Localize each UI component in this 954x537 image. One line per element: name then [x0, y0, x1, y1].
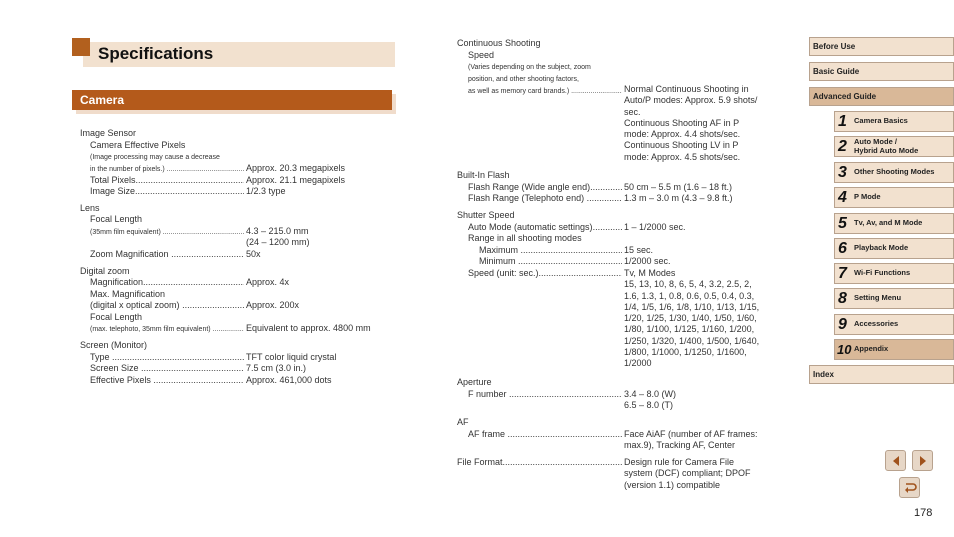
screen-type-value: TFT color liquid crystal [246, 352, 337, 362]
nav-tv-av-m-mode[interactable] [834, 213, 954, 234]
chapter-number: 1 [838, 113, 847, 130]
nav-playback-mode[interactable] [834, 238, 954, 259]
continuous-heading: Continuous Shooting [457, 38, 541, 48]
digital-focal-label: Focal Length [90, 312, 143, 322]
fnumber-label: F number ..... [468, 389, 622, 400]
aperture-heading: Aperture [457, 377, 492, 387]
lens-heading: Lens [80, 203, 100, 213]
title-marker [72, 38, 90, 56]
nav-auto-mode[interactable] [834, 136, 954, 157]
chapter-number: 3 [838, 164, 847, 181]
shutter-max-value: 15 sec. [624, 245, 654, 255]
chapter-label: Camera Basics [854, 116, 908, 126]
zoom-label: Zoom Magnification ..... [90, 249, 244, 260]
effective-pixels-value: Approx. 20.3 megapixels [246, 163, 346, 173]
magnification-value: Approx. 4x [246, 277, 290, 287]
effective-pixels-label: Camera Effective Pixels [90, 140, 186, 150]
screen-type-label: Type ..... [90, 352, 244, 363]
chapter-label: Other Shooting Modes [854, 167, 935, 177]
flash-wide-label: Flash Range (Wide angle end) ..... [468, 182, 622, 193]
image-size-label: Image Size ..... [90, 186, 244, 197]
nav-other-shooting-modes[interactable] [834, 162, 954, 183]
shutter-min-label: Minimum ..... [479, 256, 622, 267]
chapter-number: 6 [838, 240, 847, 257]
shutter-heading: Shutter Speed [457, 210, 515, 220]
continuous-speed-value: Normal Continuous Shooting in Auto/P modes: Approx. 5.9 shots/ sec. Continuous Shooting AF in P mode: Approx. 4.4 shots/sec. Continuous Shooting LV in P mode: Approx. 4.5 shots/sec. [624, 84, 758, 162]
image-size-value: 1/2.3 type [246, 186, 286, 196]
max-mag-label2: (digital x optical zoom) ..... [90, 300, 244, 311]
screen-size-value: 7.5 cm (3.0 in.) [246, 363, 307, 373]
chapter-number: 10 [837, 342, 852, 357]
magnification-label: Magnification ..... [90, 277, 244, 288]
file-format-label: File Format ..... [457, 457, 622, 468]
shutter-min-value: 1/2000 sec. [624, 256, 671, 266]
shutter-speed-label: Speed (unit: sec.) ..... [468, 268, 622, 279]
chapter-label: Auto Mode / Hybrid Auto Mode [854, 137, 919, 155]
af-heading: AF [457, 417, 469, 427]
af-frame-label: AF frame ..... [468, 429, 622, 440]
nav-appendix[interactable] [834, 339, 954, 360]
chapter-label: Tv, Av, and M Mode [854, 218, 923, 228]
max-mag-value: Approx. 200x [246, 300, 300, 310]
digital-zoom-heading: Digital zoom [80, 266, 130, 276]
digital-focal-value: Equivalent to approx. 4800 mm [246, 323, 371, 333]
chapter-label: P Mode [854, 192, 881, 202]
zoom-value: 50x [246, 249, 261, 259]
file-format-value: Design rule for Camera File system (DCF) compliant; DPOF (version 1.1) compatible [624, 457, 751, 490]
focal-equiv-label: (35mm film equivalent) ..... [90, 227, 244, 238]
left-arrow-icon [890, 455, 902, 467]
chapter-number: 9 [838, 316, 847, 333]
shutter-auto-label: Auto Mode (automatic settings) ..... [468, 222, 622, 233]
page-number: 178 [914, 507, 933, 519]
flash-tele-value: 1.3 m – 3.0 m (4.3 – 9.8 ft.) [624, 193, 733, 203]
chapter-label: Playback Mode [854, 243, 909, 253]
next-page-button[interactable] [912, 450, 933, 471]
flash-heading: Built-In Flash [457, 170, 510, 180]
return-button[interactable] [899, 477, 920, 498]
shutter-range-label: Range in all shooting modes [468, 233, 582, 243]
nav-advanced-guide[interactable]: Advanced Guide [809, 87, 954, 106]
fnumber-value: 3.4 – 8.0 (W) 6.5 – 8.0 (T) [624, 389, 677, 411]
nav-before-use[interactable]: Before Use [809, 37, 954, 56]
shutter-speed-value: Tv, M Modes 15, 13, 10, 8, 6, 5, 4, 3.2, 2.5, 2, 1.6, 1.3, 1, 0.8, 0.6, 0.5, 0.4, 0.3, 1/4, 1/5, 1/6, 1/8, 1/10, 1/13, 1/15, 1/20, 1/25, 1/30, 1/40, 1/50, 1/60, 1/80, 1/100, 1/125, 1/160, 1/200, 1/250, 1/320, 1/400, 1/500, 1/640, 1/800, 1/1000, 1/1250, 1/1600, 1/2000 [624, 268, 760, 369]
effective-pixels-note2: in the number of pixels.) ..... [90, 164, 244, 175]
nav-setting-menu[interactable] [834, 288, 954, 309]
screen-size-label: Screen Size ..... [90, 363, 244, 374]
focal-length-label: Focal Length [90, 214, 143, 224]
continuous-speed-label: Speed [468, 50, 495, 60]
digital-focal-note: (max. telephoto, 35mm film equivalent) ..... [90, 324, 244, 335]
max-mag-label: Max. Magnification [90, 289, 166, 299]
flash-wide-value: 50 cm – 5.5 m (1.6 – 18 ft.) [624, 182, 733, 192]
nav-basic-guide[interactable]: Basic Guide [809, 62, 954, 81]
nav-p-mode[interactable] [834, 187, 954, 208]
chapter-number: 5 [838, 215, 847, 232]
effective-pixels-note: (Image processing may cause a decrease [90, 154, 220, 161]
screen-pixels-label: Effective Pixels ..... [90, 375, 244, 386]
nav-index[interactable]: Index [809, 365, 954, 384]
focal-equiv-value: 4.3 – 215.0 mm (24 – 1200 mm) [246, 226, 310, 248]
section-title: Camera [80, 93, 125, 107]
chapter-label: Accessories [854, 319, 899, 329]
image-sensor-heading: Image Sensor [80, 128, 137, 138]
shutter-auto-value: 1 – 1/2000 sec. [624, 222, 686, 232]
chapter-number: 4 [838, 189, 847, 206]
flash-tele-label: Flash Range (Telephoto end) ..... [468, 193, 622, 204]
chapter-label: Setting Menu [854, 293, 902, 303]
chapter-number: 8 [838, 290, 847, 307]
continuous-note2: position, and other shooting factors, [468, 76, 579, 83]
total-pixels-value: Approx. 21.1 megapixels [246, 175, 346, 185]
chapter-number: 2 [838, 138, 847, 155]
chapter-number: 7 [838, 265, 847, 282]
total-pixels-label: Total Pixels ..... [90, 175, 244, 186]
af-frame-value: Face AiAF (number of AF frames: max.9), Tracking AF, Center [624, 429, 758, 451]
shutter-max-label: Maximum ..... [479, 245, 622, 256]
nav-camera-basics[interactable] [834, 111, 954, 132]
continuous-note1: (Varies depending on the subject, zoom [468, 64, 591, 71]
nav-accessories[interactable] [834, 314, 954, 335]
right-arrow-icon [917, 455, 929, 467]
prev-page-button[interactable] [885, 450, 906, 471]
screen-heading: Screen (Monitor) [80, 340, 148, 350]
continuous-note3: as well as memory card brands.) ..... [468, 86, 622, 97]
chapter-label: Appendix [854, 344, 889, 354]
nav-wifi-functions[interactable] [834, 263, 954, 284]
chapter-label: Wi-Fi Functions [854, 268, 911, 278]
page-title: Specifications [98, 44, 214, 63]
return-icon [903, 481, 917, 495]
screen-pixels-value: Approx. 461,000 dots [246, 375, 332, 385]
